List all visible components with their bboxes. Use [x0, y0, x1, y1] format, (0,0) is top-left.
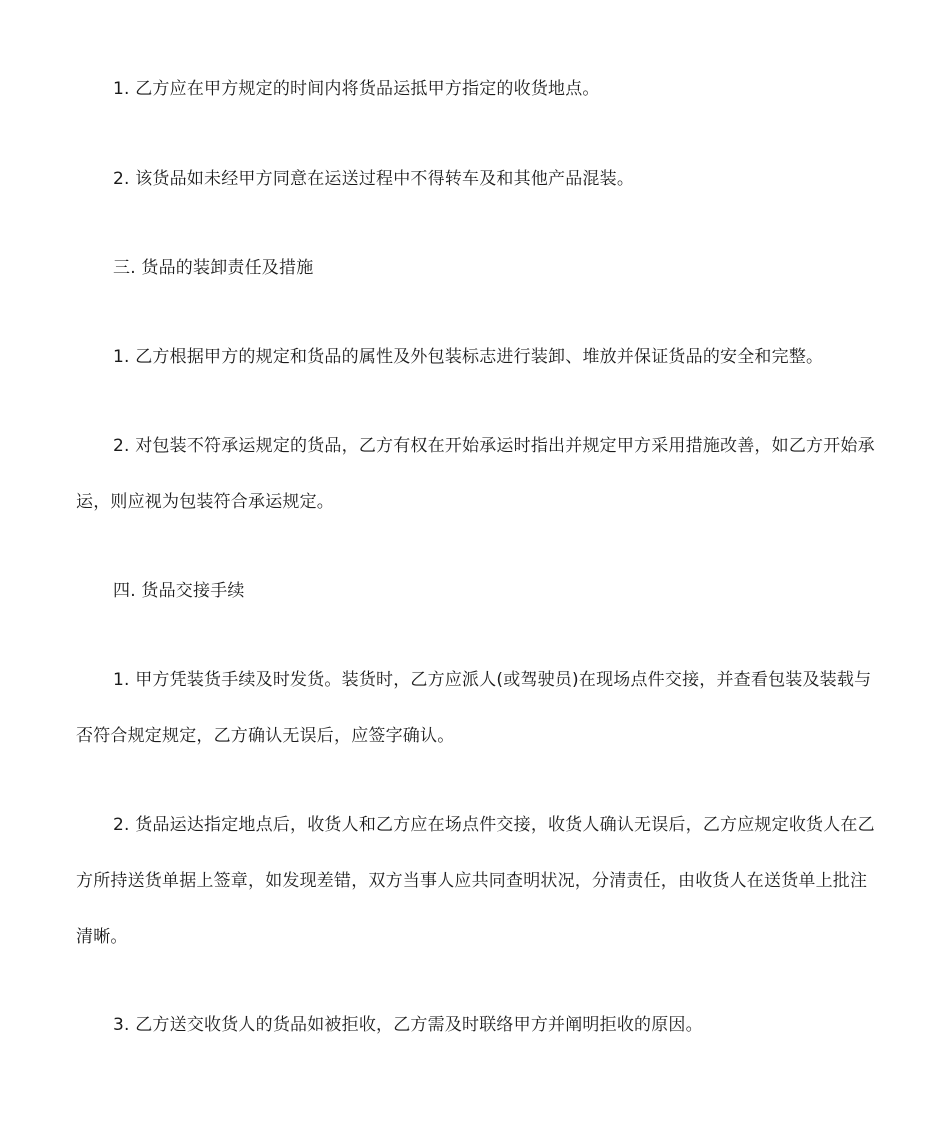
clause-3-item-1: 1. 乙方根据甲方的规定和货品的属性及外包装标志进行装卸、堆放并保证货品的安全和完整。	[113, 347, 824, 367]
clause-3-item-2: 2. 对包装不符承运规定的货品，乙方有权在开始承运时指出并规定甲方采用措施改善，如乙方开始承运，则应视为包装符合承运规定。	[76, 436, 875, 512]
clause-4-item-1: 1. 甲方凭装货手续及时发货。装货时，乙方应派人(或驾驶员)在现场点件交接，并查看包装及装载与否符合规定规定，乙方确认无误后，应签字确认。	[76, 670, 872, 746]
section-heading-4: 四. 货品交接手续	[113, 581, 245, 601]
clause-2-item-1: 1. 乙方应在甲方规定的时间内将货品运抵甲方指定的收货地点。	[113, 79, 600, 99]
section-heading-3: 三. 货品的装卸责任及措施	[113, 258, 314, 278]
clause-4-item-3: 3. 乙方送交收货人的货品如被拒收，乙方需及时联络甲方并阐明拒收的原因。	[113, 1015, 703, 1035]
clause-2-item-2: 2. 该货品如未经甲方同意在运送过程中不得转车及和其他产品混装。	[113, 169, 635, 189]
clause-4-item-2: 2. 货品运达指定地点后，收货人和乙方应在场点件交接，收货人确认无误后，乙方应规定收货人在乙方所持送货单据上签章，如发现差错，双方当事人应共同查明状况，分清责任，由收货人在送货单上批注清晰。	[76, 815, 875, 947]
